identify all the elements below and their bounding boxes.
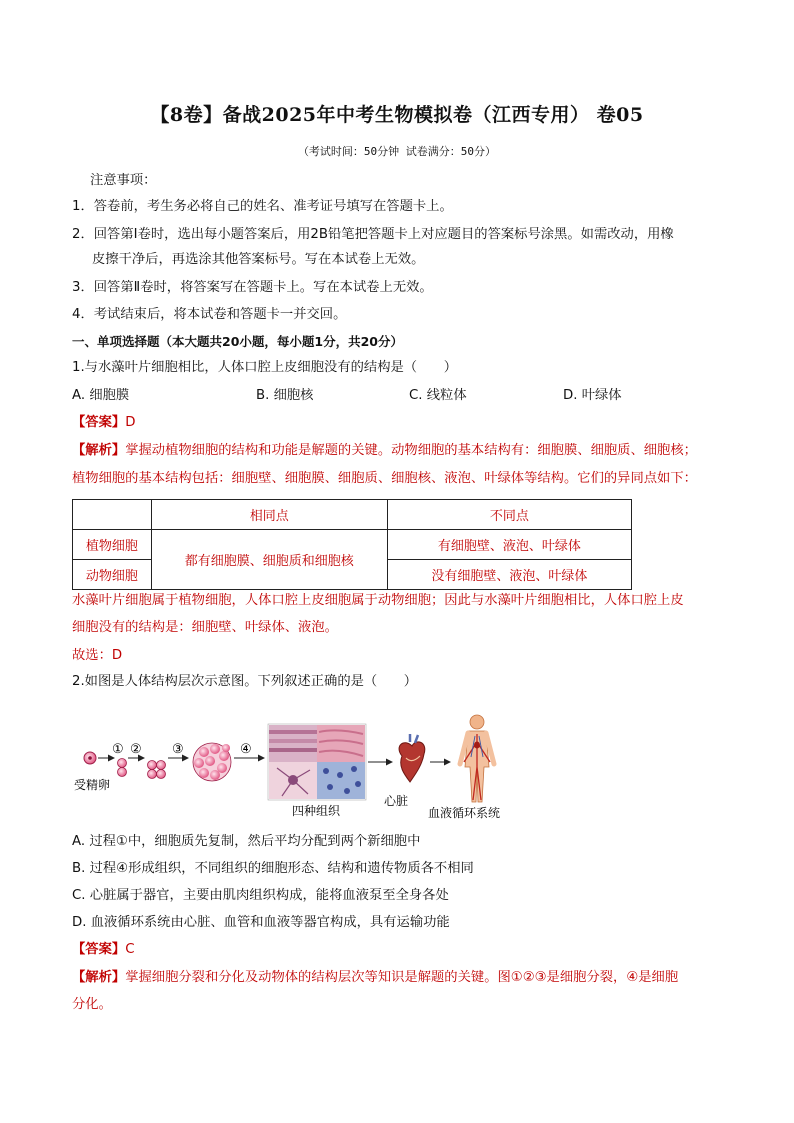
q1-analysis-line-2: 植物细胞的基本结构包括：细胞壁、细胞膜、细胞质、细胞核、液泡、叶绿体等结构。它们的异同点如下： bbox=[72, 471, 697, 486]
notice-item-2: 2．回答第Ⅰ卷时，选出每小题答案后，用2B铅笔把答题卡上对应题目的答案标号涂黑。如需改动，用橡 bbox=[72, 227, 674, 242]
table-header-diff: 不同点 bbox=[387, 500, 631, 530]
two-cell-stage bbox=[118, 759, 127, 777]
analysis-text: 掌握动植物细胞的结构和功能是解题的关键。动物细胞的基本结构有：细胞膜、细胞质、细胞核； bbox=[125, 443, 697, 458]
q1-option-d: D. 叶绿体 bbox=[563, 388, 622, 403]
q2-option-d: D. 血液循环系统由心脏、血管和血液等器官构成，具有运输功能 bbox=[72, 915, 450, 930]
answer-value: D bbox=[125, 415, 136, 430]
table-common-cell: 都有细胞膜、细胞质和细胞核 bbox=[151, 530, 387, 590]
tissues-label: 四种组织 bbox=[292, 804, 341, 818]
q1-option-a: A. 细胞膜 bbox=[72, 388, 130, 403]
table-plant-diff: 有细胞壁、液泡、叶绿体 bbox=[387, 530, 631, 560]
zygote-label: 受精卵 bbox=[74, 778, 111, 792]
analysis-label: 【解析】 bbox=[72, 443, 126, 458]
muscle-tissue-icon bbox=[317, 725, 365, 762]
notice-item-4: 4．考试结束后，将本试卷和答题卡一并交回。 bbox=[72, 307, 347, 322]
q1-option-b: B. 细胞核 bbox=[256, 388, 314, 403]
connective-tissue-icon bbox=[317, 762, 365, 799]
analysis-label: 【解析】 bbox=[72, 970, 126, 985]
human-circulatory-system-image bbox=[460, 715, 494, 802]
table-row-label-plant: 植物细胞 bbox=[73, 530, 152, 560]
q2-option-b: B. 过程④形成组织，不同组织的细胞形态、结构和遗传物质各不相同 bbox=[72, 861, 474, 876]
q1-conclusion-line-1: 水藻叶片细胞属于植物细胞，人体口腔上皮细胞属于动物细胞；因此与水藻叶片细胞相比，人体口腔上皮 bbox=[72, 593, 684, 608]
q2-option-c: C. 心脏属于器官，主要由肌肉组织构成，能将血液泵至全身各处 bbox=[72, 888, 449, 903]
section-heading: 一、单项选择题（本大题共20小题，每小题1分，共20分） bbox=[72, 334, 403, 349]
table-animal-diff: 没有细胞壁、液泡、叶绿体 bbox=[387, 560, 631, 590]
q2-analysis-line-1 bbox=[72, 968, 678, 988]
process-1-label: ① bbox=[112, 742, 124, 757]
table-header-common: 相同点 bbox=[151, 500, 387, 530]
cell-comparison-table bbox=[72, 499, 632, 590]
answer-label: 【答案】 bbox=[72, 415, 126, 430]
table-row-label-animal: 动物细胞 bbox=[73, 560, 152, 590]
heart-image bbox=[399, 734, 425, 782]
nerve-tissue-icon bbox=[269, 762, 317, 799]
analysis-text: 掌握细胞分裂和分化及动物体的结构层次等知识是解题的关键。图①②③是细胞分裂，④是细胞 bbox=[125, 970, 679, 985]
q1-choice: 故选：D bbox=[72, 648, 123, 663]
process-2-label: ② bbox=[130, 742, 142, 757]
cell-cluster bbox=[193, 743, 231, 781]
page-title: 【8卷】备战2025年中考生物模拟卷（江西专用） 卷05 bbox=[150, 104, 644, 126]
circulatory-system-label: 血液循环系统 bbox=[428, 806, 501, 820]
notice-item-2-cont: 皮擦干净后，再选涂其他答案标号。写在本试卷上无效。 bbox=[92, 252, 425, 267]
zygote-cell bbox=[84, 752, 96, 764]
q1-conclusion-line-2: 细胞没有的结构是：细胞壁、叶绿体、液泡。 bbox=[72, 620, 338, 635]
q2-stem: 2.如图是人体结构层次示意图。下列叙述正确的是（ ） bbox=[72, 674, 418, 689]
q1-option-c: C. 线粒体 bbox=[409, 388, 467, 403]
notice-item-1: 1．答卷前，考生务必将自己的姓名、准考证号填写在答题卡上。 bbox=[72, 199, 453, 214]
notice-item-3: 3．回答第Ⅱ卷时，将答案写在答题卡上。写在本试卷上无效。 bbox=[72, 280, 433, 295]
body-structure-diagram bbox=[72, 712, 532, 822]
q1-answer bbox=[72, 413, 135, 433]
q2-option-a: A. 过程①中，细胞质先复制，然后平均分配到两个新细胞中 bbox=[72, 834, 421, 849]
answer-value: C bbox=[125, 942, 135, 957]
notice-heading: 注意事项： bbox=[90, 173, 157, 188]
q1-analysis-line-1 bbox=[72, 441, 697, 461]
answer-label: 【答案】 bbox=[72, 942, 126, 957]
process-4-label: ④ bbox=[240, 742, 252, 757]
q2-analysis-line-2: 分化。 bbox=[72, 997, 112, 1012]
epithelial-tissue-icon bbox=[269, 725, 317, 762]
process-3-label: ③ bbox=[172, 742, 184, 757]
heart-label: 心脏 bbox=[384, 794, 409, 808]
four-tissues-image bbox=[268, 724, 366, 800]
table-header-empty bbox=[73, 500, 152, 530]
exam-duration-note: （考试时间：50分钟 试卷满分：50分） bbox=[297, 145, 497, 158]
q1-stem: 1.与水藻叶片细胞相比，人体口腔上皮细胞没有的结构是（ ） bbox=[72, 360, 457, 375]
q2-answer bbox=[72, 940, 134, 960]
four-cell-stage bbox=[148, 761, 166, 779]
